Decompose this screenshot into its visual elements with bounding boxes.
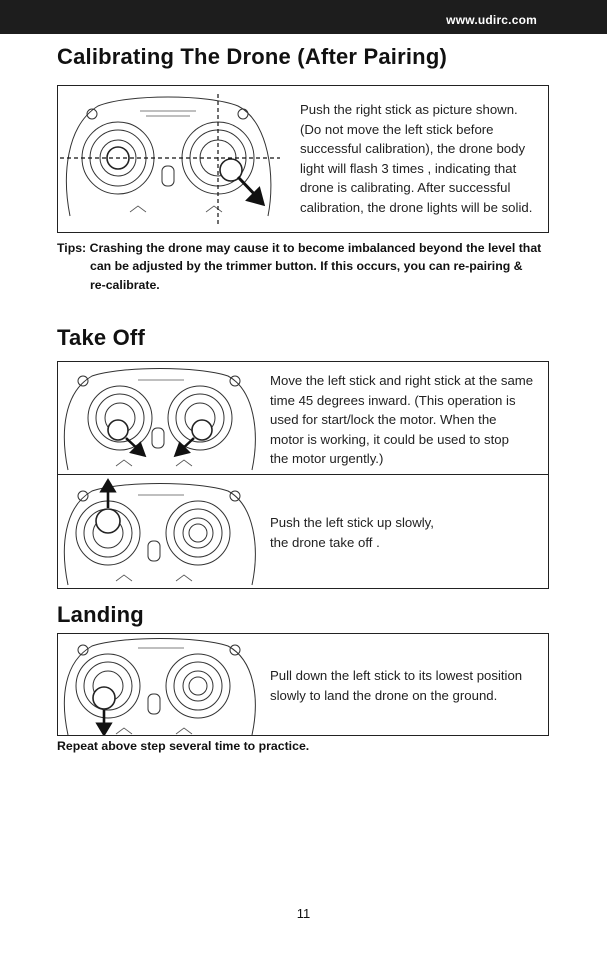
tips-line-3: re-calibrate.: [90, 277, 160, 292]
calibration-transmitter-icon: [58, 86, 298, 232]
calibration-instructions: Push the right stick as picture shown. (Do not move the left stick before successful calibration), the drone body light will flash 3 times , indicating that drone is calibrating. After successful calibration, the drone lights will be solid.: [300, 102, 533, 215]
tips-line-2: can be adjusted by the trimmer button. If this occurs, you can re-pairing &: [90, 259, 523, 274]
page-number: 11: [296, 906, 311, 921]
landing-instructions: Pull down the left stick to its lowest position slowly to land the drone on the ground.: [270, 668, 523, 703]
tips-line-1: Tips: Crashing the drone may cause it to become imbalanced beyond the level that: [57, 241, 542, 255]
takeoff-inward-transmitter-icon: [58, 362, 268, 474]
website-url: www.udirc.com: [446, 13, 537, 27]
tips-note: [57, 239, 557, 294]
landing-heading: Landing: [57, 602, 144, 627]
takeoff-heading: Take Off: [57, 325, 145, 350]
landing-transmitter-icon: [58, 634, 268, 735]
calibration-box: [57, 85, 549, 233]
practice-note: Repeat above step several time to practice.: [57, 739, 310, 753]
landing-box: [57, 633, 549, 736]
takeoff-step2-instructions: Push the left stick up slowly, the drone take off .: [270, 515, 434, 550]
takeoff-box: [57, 361, 549, 589]
calibration-heading: Calibrating The Drone (After Pairing): [57, 44, 447, 69]
takeoff-step1-instructions: Move the left stick and right stick at the same time 45 degrees inward. (This operation is used for start/lock the motor. When the motor is working, it could be used to stop the motor urgently.): [270, 373, 534, 467]
header-bar: [0, 0, 607, 34]
takeoff-up-transmitter-icon: [58, 475, 268, 589]
